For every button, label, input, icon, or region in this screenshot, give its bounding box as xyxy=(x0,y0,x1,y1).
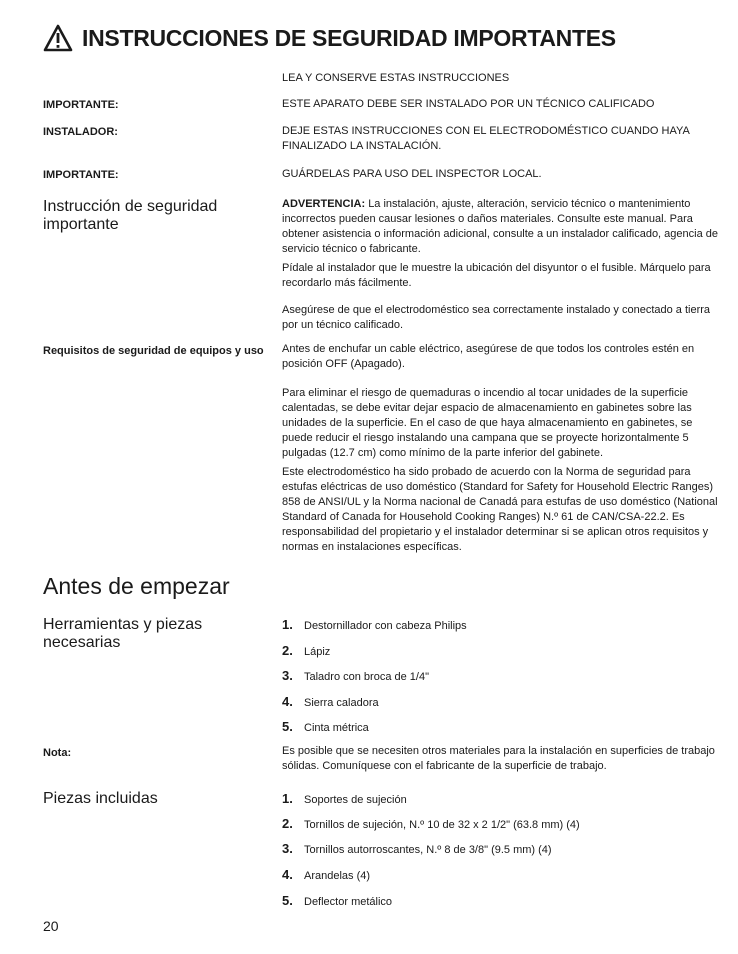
list-text: Deflector metálico xyxy=(304,896,393,908)
intro-row-2-text: ESTE APARATO DEBE SER INSTALADO POR UN TÉCNICO CALIFICADO xyxy=(282,98,655,110)
list-number: 5. xyxy=(282,893,293,908)
page-number: 20 xyxy=(43,918,59,934)
list-item xyxy=(282,694,379,709)
note-label: Nota: xyxy=(43,747,72,759)
warning-label: ADVERTENCIA: xyxy=(282,198,366,210)
section-title: Antes de empezar xyxy=(43,573,230,599)
list-number: 4. xyxy=(282,867,293,882)
list-item xyxy=(282,643,330,658)
safety-paragraph-breaker: Pídale al instalador que le muestre la ubicación del disyuntor o el fusible. Márquelo para recordarlo más fácilmente. xyxy=(282,262,711,289)
intro-row-3-text: DEJE ESTAS INSTRUCCIONES CON EL ELECTRODOMÉSTICO CUANDO HAYA FINALIZADO LA INSTALACIÓN. xyxy=(282,125,690,152)
list-text: Tornillos autorroscantes, N.º 8 de 3/8" (9.5 mm) (4) xyxy=(304,844,552,856)
page-title xyxy=(43,24,616,52)
list-number: 2. xyxy=(282,816,293,831)
list-text: Tornillos de sujeción, N.º 10 de 32 x 2 1/2" (63.8 mm) (4) xyxy=(304,819,580,831)
list-item xyxy=(282,617,467,632)
parts-heading: Piezas incluidas xyxy=(43,790,158,807)
intro-row-3-label: INSTALADOR: xyxy=(43,126,118,138)
list-text: Destornillador con cabeza Philips xyxy=(304,620,467,632)
list-item xyxy=(282,816,580,831)
list-number: 4. xyxy=(282,694,293,709)
equipment-paragraph-2: Para eliminar el riesgo de quemaduras o incendio al tocar unidades de la superficie calentadas, se debe evitar dejar espacio de almacenamiento en gabinetes sobre las unidades de la superficie. En el caso de que haya almacenamiento en gabinetes, se puede reducir el riesgo instalando una campana que se proyecte horizontalmente 5 pulgadas (12.7 cm) como mínimo de la parte inferior del gabinete. xyxy=(282,387,693,459)
page-title-text: INSTRUCCIONES DE SEGURIDAD IMPORTANTES xyxy=(82,24,616,51)
note-text: Es posible que se necesiten otros materiales para la instalación en superficies de trabajo sólidas. Comuníquese con el fabricante de la superficie de trabajo. xyxy=(282,745,715,772)
list-text: Arandelas (4) xyxy=(304,870,371,882)
safety-paragraph-grounding: Asegúrese de que el electrodoméstico sea correctamente instalado y conectado a tierra por un técnico calificado. xyxy=(282,304,711,331)
list-item xyxy=(282,893,392,908)
safety-warning-paragraph xyxy=(282,197,718,257)
list-item xyxy=(282,668,429,683)
equipment-paragraph-1: Antes de enchufar un cable eléctrico, asegúrese de que todos los controles estén en posición OFF (Apagado). xyxy=(282,343,695,370)
list-item xyxy=(282,867,370,882)
list-number: 3. xyxy=(282,668,293,683)
intro-row-1-text: LEA Y CONSERVE ESTAS INSTRUCCIONES xyxy=(282,72,510,84)
warning-triangle-icon xyxy=(43,24,73,52)
list-item xyxy=(282,841,552,856)
tools-heading: Herramientas y piezas necesarias xyxy=(43,616,203,651)
equipment-label: Requisitos de seguridad de equipos y uso xyxy=(43,345,264,357)
list-text: Sierra caladora xyxy=(304,697,379,709)
equipment-paragraph-3: Este electrodoméstico ha sido probado de acuerdo con la Norma de seguridad para estufas eléctricas de uso doméstico (Standard for Safety for Household Electric Ranges) 858 de ANSI/UL y la Norma nacional de Canadá para estufas de uso doméstico (National Standard of Canada for Household Cooking Ranges) N.º 61 de CAN/CSA-22.2. Es responsabilidad del propietario y el instalador determinar si se aplican otros requisitos y normas en instalaciones específicas. xyxy=(282,466,718,553)
list-item xyxy=(282,791,407,806)
list-number: 3. xyxy=(282,841,293,856)
list-item xyxy=(282,719,369,734)
list-text: Lápiz xyxy=(304,646,331,658)
list-number: 1. xyxy=(282,791,293,806)
list-text: Soportes de sujeción xyxy=(304,794,407,806)
intro-row-2-label: IMPORTANTE: xyxy=(43,99,119,111)
list-number: 1. xyxy=(282,617,293,632)
intro-row-4-label: IMPORTANTE: xyxy=(43,169,119,181)
warning-text: La instalación, ajuste, alteración, servicio técnico o mantenimiento incorrectos pueden causar lesiones o daños materiales. Consulte este manual. Para obtener asistencia o información adicional, consulte a un instalador calificado, agencia de servicio técnico o fabricante. xyxy=(282,198,718,255)
list-text: Taladro con broca de 1/4" xyxy=(304,671,429,683)
safety-heading: Instrucción de seguridad importante xyxy=(43,198,218,233)
list-number: 2. xyxy=(282,643,293,658)
intro-row-4-text: GUÁRDELAS PARA USO DEL INSPECTOR LOCAL. xyxy=(282,168,542,180)
list-number: 5. xyxy=(282,719,293,734)
list-text: Cinta métrica xyxy=(304,722,369,734)
